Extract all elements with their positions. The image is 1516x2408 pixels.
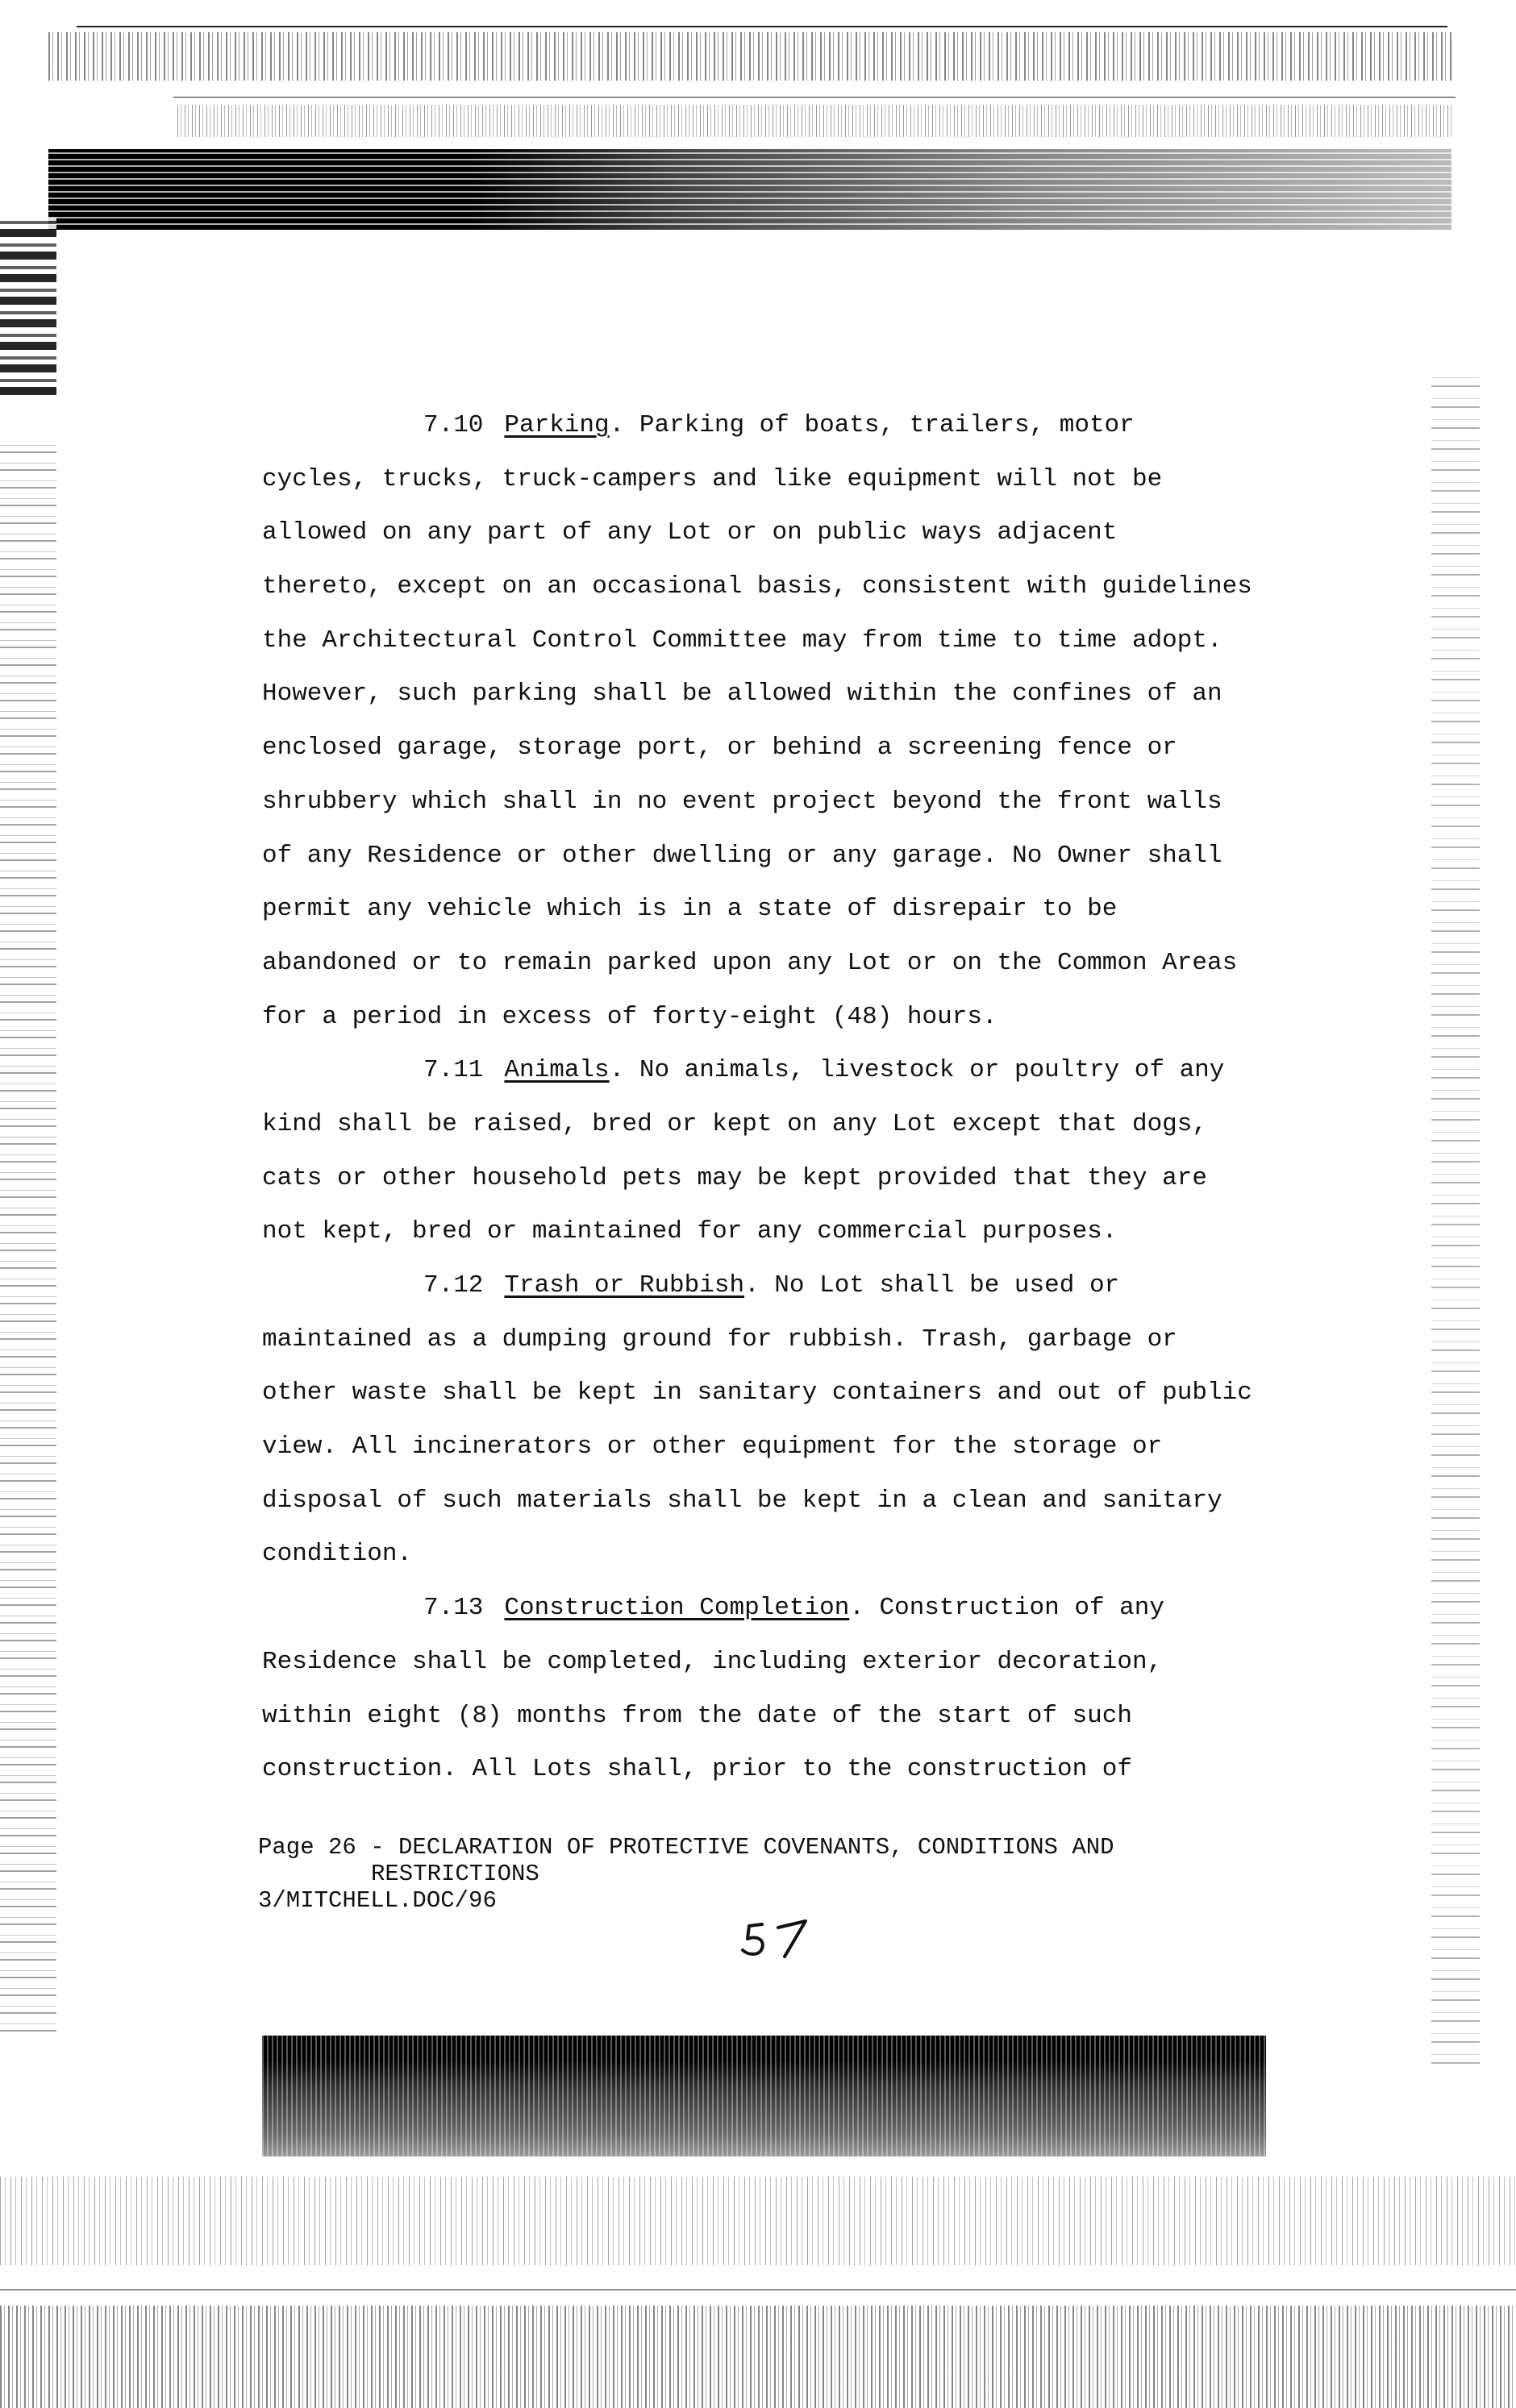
scan-noise-bottom <box>0 2177 1516 2265</box>
text-line: shrubbery which shall in no event project beyond the front walls <box>262 787 1222 816</box>
scan-rule-line <box>173 97 1456 98</box>
footer-document-id: 3/MITCHELL.DOC/96 <box>258 1887 497 1914</box>
section-7-13-first-line <box>262 1582 1367 1636</box>
document-body <box>262 399 1367 1797</box>
text-line: However, such parking shall be allowed within the confines of an <box>262 680 1222 709</box>
scan-rule-line <box>0 2289 1516 2290</box>
text-line: Residence shall be completed, including exterior decoration, <box>262 1647 1163 1676</box>
text-line: not kept, bred or maintained for any commercial purposes. <box>262 1217 1118 1246</box>
scan-margin-marks-right <box>1431 371 1480 2064</box>
text-line: other waste shall be kept in sanitary containers and out of public <box>262 1379 1252 1408</box>
text-line: condition. <box>262 1540 413 1569</box>
scan-noise-bottom-edge <box>0 2306 1516 2408</box>
footer-title-continuation: RESTRICTIONS <box>371 1861 539 1887</box>
scan-margin-marks-left <box>0 435 56 2032</box>
section-heading: Animals <box>504 1056 610 1085</box>
section-number: 7.12 <box>423 1271 484 1300</box>
section-heading: Trash or Rubbish <box>504 1271 745 1300</box>
text-line: the Architectural Control Committee may from time to time adopt. <box>262 626 1222 655</box>
section-7-11-first-line <box>262 1044 1367 1098</box>
text-line: for a period in excess of forty-eight (48) hours. <box>262 1002 997 1031</box>
text-line: construction. All Lots shall, prior to the construction of <box>262 1755 1132 1784</box>
page-footer <box>258 1834 1114 1914</box>
text-line: thereto, except on an occasional basis, consistent with guidelines <box>262 572 1252 601</box>
text-line: disposal of such materials shall be kept in a clean and sanitary <box>262 1486 1222 1515</box>
scan-rule-line <box>77 26 1447 27</box>
text-line: allowed on any part of any Lot or on public ways adjacent <box>262 518 1118 547</box>
handwritten-page-number <box>738 1915 818 1963</box>
text-line: . Construction of any <box>849 1594 1164 1623</box>
section-7-10-first-line <box>262 399 1367 453</box>
scan-noise-top-secondary <box>177 105 1451 137</box>
section-7-12-first-line <box>262 1259 1367 1313</box>
text-line: maintained as a dumping ground for rubbish. Trash, garbage or <box>262 1325 1177 1354</box>
scan-noise-left-block <box>0 218 56 395</box>
text-line: permit any vehicle which is in a state of disrepair to be <box>262 895 1118 924</box>
text-line: abandoned or to remain parked upon any Lot or on the Common Areas <box>262 948 1238 977</box>
text-line: enclosed garage, storage port, or behind a screening fence or <box>262 734 1177 763</box>
scan-dark-band-bottom <box>262 2036 1266 2156</box>
text-line: view. All incinerators or other equipment for the storage or <box>262 1433 1163 1462</box>
text-line: cats or other household pets may be kept provided that they are <box>262 1163 1207 1192</box>
section-heading: Parking <box>504 411 610 439</box>
section-number: 7.13 <box>423 1594 484 1623</box>
section-number: 7.11 <box>423 1056 484 1085</box>
section-number: 7.10 <box>423 411 484 439</box>
text-line: cycles, trucks, truck-campers and like equipment will not be <box>262 464 1163 493</box>
text-line: . No animals, livestock or poultry of any <box>609 1056 1225 1085</box>
text-line: kind shall be raised, bred or kept on any Lot except that dogs, <box>262 1109 1207 1138</box>
scan-dark-band-top <box>48 149 1451 230</box>
text-line: of any Residence or other dwelling or any garage. No Owner shall <box>262 841 1222 870</box>
scan-noise-top <box>48 32 1451 81</box>
text-line: . No Lot shall be used or <box>744 1271 1120 1300</box>
section-heading: Construction Completion <box>504 1594 850 1623</box>
text-line: . Parking of boats, trailers, motor <box>609 411 1135 439</box>
footer-title-line: Page 26 - DECLARATION OF PROTECTIVE COVENANTS, CONDITIONS AND <box>258 1834 1114 1861</box>
text-line: within eight (8) months from the date of the start of such <box>262 1701 1132 1730</box>
